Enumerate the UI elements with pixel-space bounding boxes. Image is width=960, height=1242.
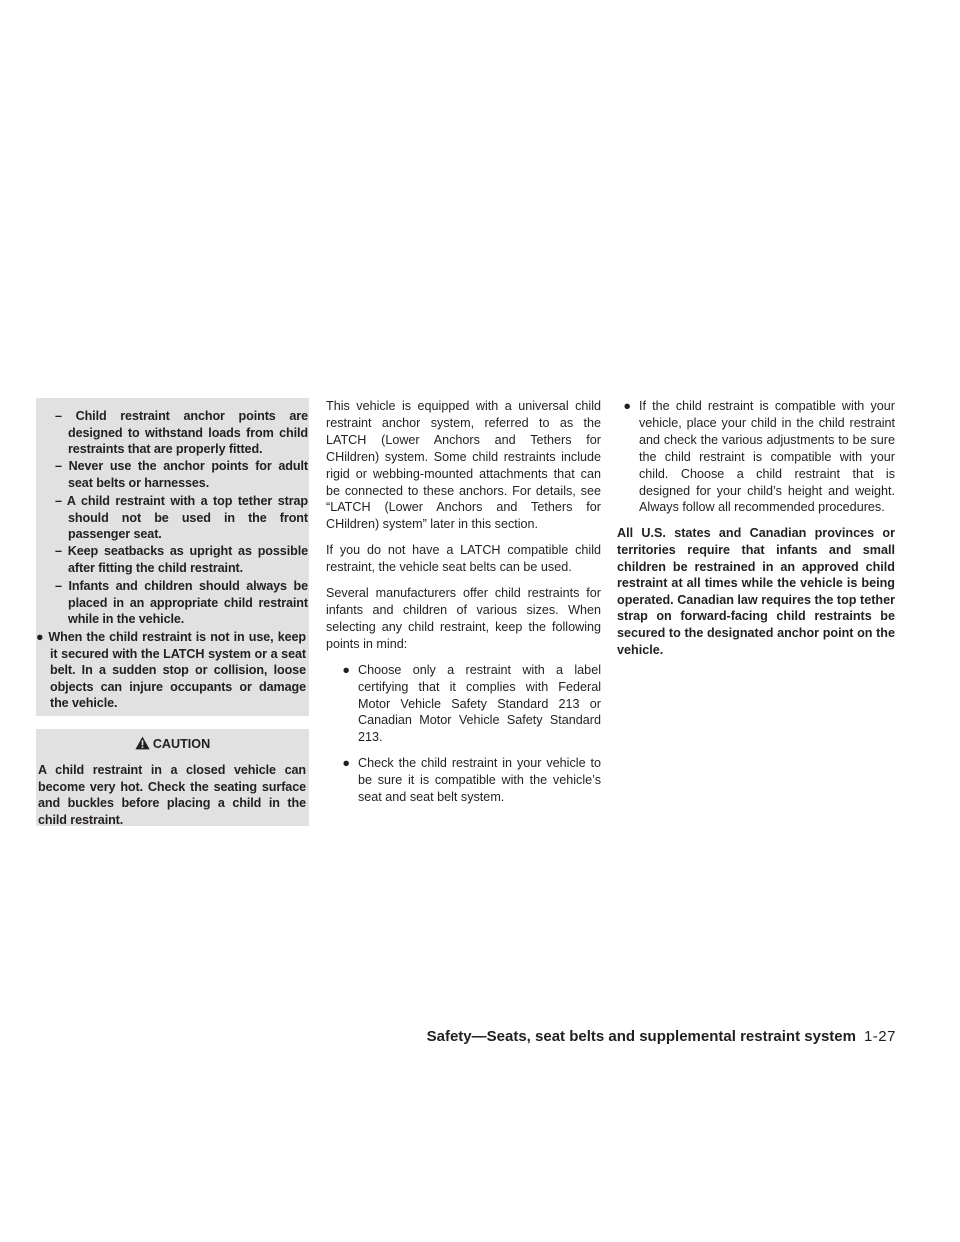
warning-triangle-icon — [135, 736, 150, 750]
list-item — [617, 398, 895, 516]
warning-bullet-item: ● When the child restraint is not in use, keep it secured with the LATCH system or a seat belt. In a sudden stop or collision, loose objects can injure occupants or damage the vehicle. — [36, 630, 306, 711]
paragraph: If you do not have a LATCH compatible child restraint, the vehicle seat belts can be used. — [326, 543, 601, 575]
caution-text: A child restraint in a closed vehicle can become very hot. Check the seating surface and buckles before placing a child in the child restraint. — [38, 763, 306, 827]
list-item-text: Choose only a restraint with a label certifying that it complies with Federal Motor Vehicle Safety Standard 213 or Canadian Motor Vehicle Safety Standard 213. — [358, 662, 601, 745]
list-item — [326, 662, 601, 747]
warning-box — [36, 398, 309, 716]
column-3 — [617, 398, 895, 658]
warning-dash-item: – Never use the anchor points for adult seat belts or harnesses. — [55, 459, 308, 490]
bullet-icon: ● — [342, 662, 350, 677]
caution-box — [36, 729, 309, 826]
list-item — [326, 755, 601, 806]
list-item-text: Check the child restraint in your vehicle to be sure it is compatible with the vehicle’s seat and seat belt system. — [358, 756, 601, 805]
column-2 — [326, 398, 601, 815]
list-item-text: If the child restraint is compatible with your vehicle, place your child in the child restraint and check the various adjustments to be sure the child restraint is compatible with your child. Choose a child restraint that is designed for your child’s height and weight. Always follow all recommended procedures. — [639, 399, 895, 515]
legal-requirement-paragraph: All U.S. states and Canadian provinces or territories require that infants and small children be restrained in an approved child restraint at all times while the vehicle is being operated. Canadian law requires the top tether strap on forward-facing child restraints be secured to the designated anchor point on the vehicle. — [617, 526, 895, 657]
paragraph: This vehicle is equipped with a universal child restraint anchor system, referred to as the LATCH (Lower Anchors and Tethers for CHildren) system. Some child restraints include rigid or webbing-mounted attachments that can be connected to these anchors. For details, see “LATCH (Lower Anchors and Tethers for CHildren) system” later in this section. — [326, 399, 601, 532]
warning-dash-item: – Keep seatbacks as upright as possible after fitting the child restraint. — [55, 544, 308, 575]
warning-dash-item: – Infants and children should always be placed in an appropriate child restraint while in the vehicle. — [55, 579, 308, 627]
page-footer — [427, 1028, 896, 1046]
warning-dash-item: – Child restraint anchor points are designed to withstand loads from child restraints that are properly fitted. — [55, 409, 308, 457]
caution-heading — [36, 736, 309, 752]
paragraph: Several manufacturers offer child restraints for infants and children of various sizes. When selecting any child restraint, keep the following points in mind: — [326, 586, 601, 651]
bullet-icon: ● — [623, 399, 631, 413]
page-number: 1-27 — [863, 1028, 896, 1045]
section-title: Safety—Seats, seat belts and supplemental restraint system — [426, 1028, 856, 1045]
warning-dash-item: – A child restraint with a top tether strap should not be used in the front passenger seat. — [55, 494, 308, 542]
bullet-icon: ● — [342, 756, 350, 771]
caution-title: CAUTION — [152, 737, 211, 751]
